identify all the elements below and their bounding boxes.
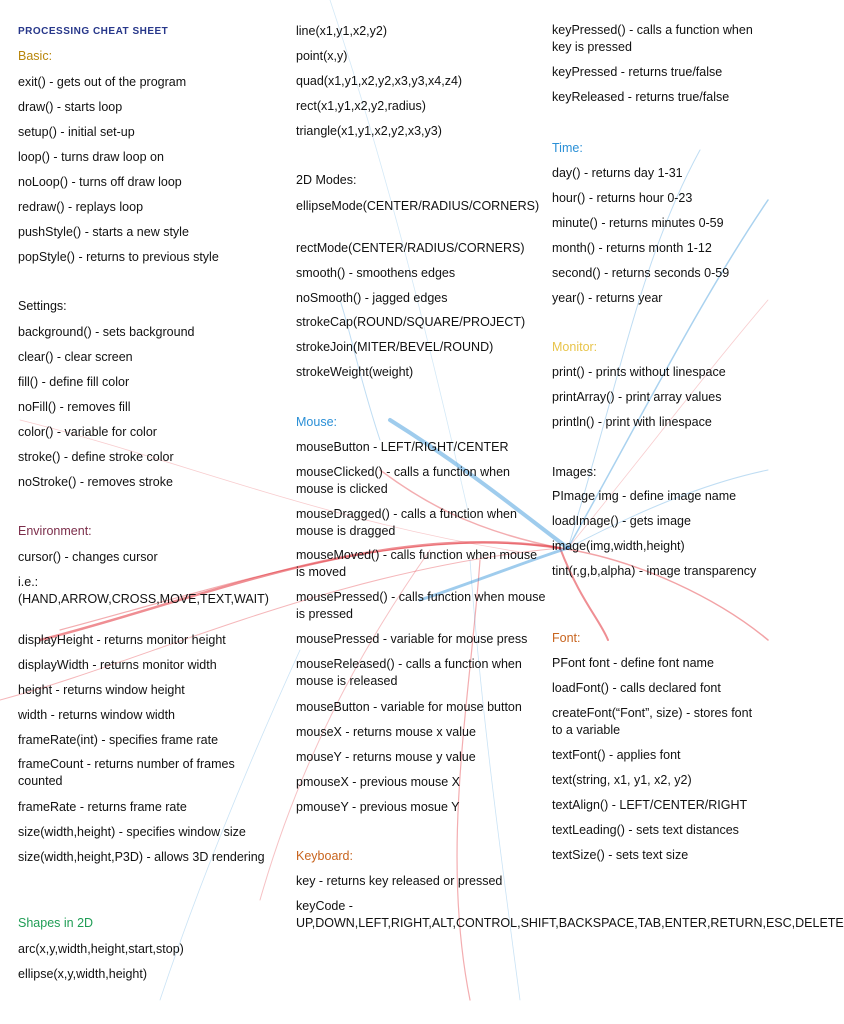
cheat-entry: setup() - initial set-up <box>18 125 135 139</box>
cheat-entry: rect(x1,y1,x2,y2,radius) <box>296 99 426 113</box>
cheat-entry: day() - returns day 1-31 <box>552 166 683 180</box>
cheat-entry: fill() - define fill color <box>18 375 130 389</box>
cheat-entry: minute() - returns minutes 0-59 <box>552 216 724 230</box>
section-heading-monitor: Monitor: <box>552 340 598 354</box>
cheat-entry: image(img,width,height) <box>552 539 685 553</box>
cheat-entry: mouseMoved() - calls function when mouse is moved <box>296 548 538 579</box>
cheat-entry: smooth() - smoothens edges <box>296 266 456 280</box>
cheat-entry: background() - sets background <box>18 325 195 339</box>
cheat-entry: point(x,y) <box>296 49 348 63</box>
cheat-entry: pmouseX - previous mouse X <box>296 775 460 789</box>
cheat-entry: stroke() - define stroke color <box>18 450 174 464</box>
cheat-entry: keyReleased - returns true/false <box>552 90 730 104</box>
cheat-entry: rectMode(CENTER/RADIUS/CORNERS) <box>296 241 525 255</box>
cheat-entry: displayHeight - returns monitor height <box>18 633 226 647</box>
cheat-entry: strokeCap(ROUND/SQUARE/PROJECT) <box>296 315 526 329</box>
cheat-entry: height - returns window height <box>18 683 185 697</box>
cheat-entry: pushStyle() - starts a new style <box>18 225 189 239</box>
cheat-entry: cursor() - changes cursor <box>18 550 158 564</box>
cheat-entry: i.e.: (HAND,ARROW,CROSS,MOVE,TEXT,WAIT) <box>18 575 269 606</box>
cheat-entry: frameRate(int) - specifies frame rate <box>18 733 219 747</box>
cheat-entry: textSize() - sets text size <box>552 848 689 862</box>
cheat-entry: print() - prints without linespace <box>552 365 726 379</box>
cheat-entry: textFont() - applies font <box>552 748 681 762</box>
cheat-entry: createFont(“Font”, size) - stores font to a variable <box>552 706 753 737</box>
cheat-entry: second() - returns seconds 0-59 <box>552 266 730 280</box>
section-heading-time: Time: <box>552 141 583 155</box>
cheat-entry: month() - returns month 1-12 <box>552 241 712 255</box>
cheat-entry: PFont font - define font name <box>552 656 714 670</box>
cheat-entry: noFill() - removes fill <box>18 400 131 414</box>
section-heading-environment: Environment: <box>18 524 92 538</box>
cheat-entry: arc(x,y,width,height,start,stop) <box>18 942 184 956</box>
cheat-entry: draw() - starts loop <box>18 100 123 114</box>
section-heading-shapes-in-2d: Shapes in 2D <box>18 916 94 930</box>
cheat-entry: size(width,height) - specifies window size <box>18 825 246 839</box>
cheat-entry: mouseButton - variable for mouse button <box>296 700 522 714</box>
cheat-entry: ellipse(x,y,width,height) <box>18 967 147 981</box>
section-heading-keyboard: Keyboard: <box>296 849 353 863</box>
cheat-entry: noLoop() - turns off draw loop <box>18 175 182 189</box>
cheat-entry: println() - print with linespace <box>552 415 712 429</box>
cheat-entry: redraw() - replays loop <box>18 200 144 214</box>
cheat-entry: hour() - returns hour 0-23 <box>552 191 693 205</box>
section-heading-font: Font: <box>552 631 581 645</box>
cheat-entry: mousePressed - variable for mouse press <box>296 632 528 646</box>
cheat-entry: line(x1,y1,x2,y2) <box>296 24 388 38</box>
cheat-entry: size(width,height,P3D) - allows 3D rendering <box>18 850 265 864</box>
cheat-entry: mouseButton - LEFT/RIGHT/CENTER <box>296 440 509 454</box>
cheat-entry: mouseClicked() - calls a function when mouse is clicked <box>296 465 510 496</box>
cheat-entry: tint(r,g,b,alpha) - image transparency <box>552 564 757 578</box>
section-heading-mouse: Mouse: <box>296 415 337 429</box>
cheat-entry: noStroke() - removes stroke <box>18 475 173 489</box>
cheat-entry: keyPressed() - calls a function when key is pressed <box>552 23 753 54</box>
cheat-entry: displayWidth - returns monitor width <box>18 658 217 672</box>
cheat-entry: printArray() - print array values <box>552 390 722 404</box>
cheat-entry: strokeJoin(MITER/BEVEL/ROUND) <box>296 340 494 354</box>
section-heading-2d-modes: 2D Modes: <box>296 173 357 187</box>
cheat-entry: year() - returns year <box>552 291 663 305</box>
cheat-entry: mouseY - returns mouse y value <box>296 750 476 764</box>
cheat-entry: mousePressed() - calls function when mouse is pressed <box>296 590 546 621</box>
cheat-entry: frameCount - returns number of frames counted <box>18 757 235 788</box>
cheat-entry: PImage img - define image name <box>552 489 737 503</box>
cheat-entry: strokeWeight(weight) <box>296 365 414 379</box>
cheat-entry: textAlign() - LEFT/CENTER/RIGHT <box>552 798 748 812</box>
section-heading-images: Images: <box>552 465 597 479</box>
cheat-entry: ellipseMode(CENTER/RADIUS/CORNERS) <box>296 199 540 213</box>
cheat-entry: loadImage() - gets image <box>552 514 691 528</box>
cheat-entry: clear() - clear screen <box>18 350 133 364</box>
cheat-entry: key - returns key released or pressed <box>296 874 503 888</box>
section-heading-settings: Settings: <box>18 299 67 313</box>
cheat-entry: quad(x1,y1,x2,y2,x3,y3,x4,z4) <box>296 74 463 88</box>
section-heading-basic: Basic: <box>18 49 53 63</box>
cheat-entry: frameRate - returns frame rate <box>18 800 187 814</box>
cheat-entry: pmouseY - previous mosue Y <box>296 800 460 814</box>
cheat-entry: keyPressed - returns true/false <box>552 65 723 79</box>
cheat-entry: width - returns window width <box>18 708 176 722</box>
page-title: PROCESSING CHEAT SHEET <box>18 26 169 37</box>
cheat-entry: color() - variable for color <box>18 425 157 439</box>
cheat-entry: popStyle() - returns to previous style <box>18 250 219 264</box>
cheat-entry: loop() - turns draw loop on <box>18 150 164 164</box>
cheat-entry: mouseX - returns mouse x value <box>296 725 476 739</box>
cheat-entry: mouseReleased() - calls a function when mouse is released <box>296 657 522 688</box>
cheat-entry: keyCode - UP,DOWN,LEFT,RIGHT,ALT,CONTROL,SHIFT,BACKSPACE,TAB,ENTER,RETURN,ESC,DELETE <box>296 899 844 930</box>
cheat-entry: triangle(x1,y1,x2,y2,x3,y3) <box>296 124 442 138</box>
cheat-entry: noSmooth() - jagged edges <box>296 291 448 305</box>
cheat-entry: mouseDragged() - calls a function when mouse is dragged <box>296 507 517 538</box>
cheat-entry: textLeading() - sets text distances <box>552 823 739 837</box>
cheat-entry: loadFont() - calls declared font <box>552 681 721 695</box>
cheat-entry: exit() - gets out of the program <box>18 75 187 89</box>
cheat-entry: text(string, x1, y1, x2, y2) <box>552 773 692 787</box>
